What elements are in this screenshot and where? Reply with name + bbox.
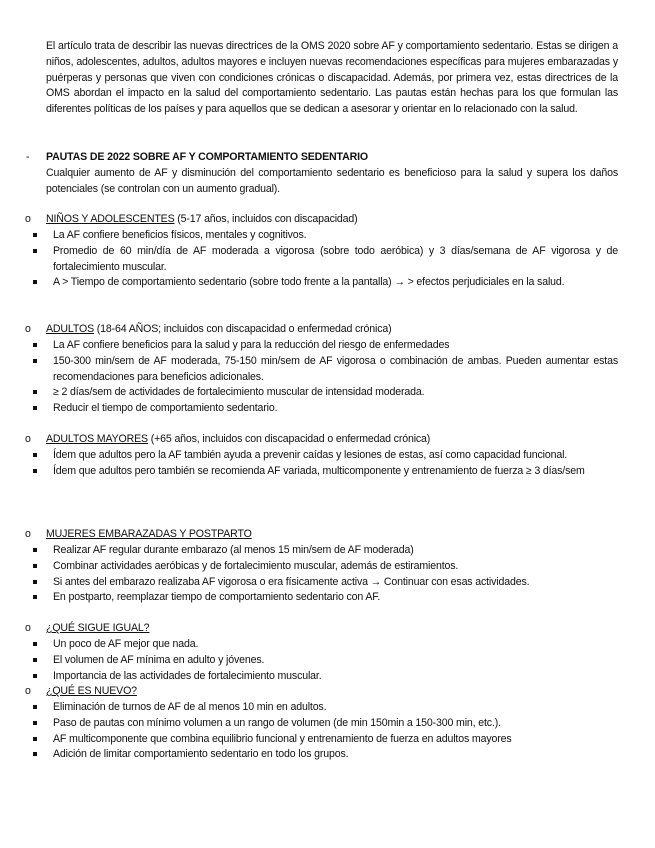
list-item: Realizar AF regular durante embarazo (al menos 15 min/sem de AF moderada)	[0, 543, 655, 559]
section-list	[0, 637, 655, 684]
section-title: ADULTOS MAYORES	[46, 433, 148, 445]
list-item: AF multicomponente que combina equilibrio funcional y entrenamiento de fuerza en adultos mayores	[0, 732, 655, 748]
section-title: MUJERES EMBARAZADAS Y POSTPARTO	[46, 528, 252, 540]
square-bullet-icon	[33, 580, 37, 584]
list-item: La AF confiere beneficios físicos, mentales y cognitivos.	[0, 228, 655, 244]
square-bullet-icon	[33, 390, 37, 394]
square-bullet-icon	[33, 469, 37, 473]
pautas-heading: PAUTAS DE 2022 SOBRE AF Y COMPORTAMIENTO SEDENTARIO	[46, 151, 368, 163]
list-item: 150-300 min/sem de AF moderada, 75-150 min/sem de AF vigorosa o combinación de ambas. Pueden aumentar estas recomendaciones para beneficios adicionales.	[0, 354, 655, 386]
section-heading	[0, 621, 655, 637]
section-list	[0, 543, 655, 606]
square-bullet-icon	[33, 233, 37, 237]
section-title: NIÑOS Y ADOLESCENTES	[46, 213, 175, 225]
section-list	[0, 228, 655, 291]
circle-bullet-icon: o	[25, 622, 31, 634]
circle-bullet-icon: o	[25, 528, 31, 540]
square-bullet-icon	[33, 249, 37, 253]
square-bullet-icon	[33, 674, 37, 678]
square-bullet-icon	[33, 453, 37, 457]
section-heading	[0, 432, 655, 448]
square-bullet-icon	[33, 406, 37, 410]
section-heading	[0, 527, 655, 543]
circle-bullet-icon: o	[25, 685, 31, 697]
section-ninos	[0, 212, 655, 291]
list-item: Eliminación de turnos de AF de al menos 10 min en adultos.	[0, 700, 655, 716]
section-heading	[0, 684, 655, 700]
circle-bullet-icon: o	[25, 213, 31, 225]
square-bullet-icon	[33, 658, 37, 662]
section-subtitle: (5-17 años, incluidos con discapacidad)	[174, 213, 358, 225]
square-bullet-icon	[33, 737, 37, 741]
list-item: Un poco de AF mejor que nada.	[0, 637, 655, 653]
circle-bullet-icon: o	[25, 433, 31, 445]
section-heading	[0, 322, 655, 338]
section-list	[0, 700, 655, 763]
section-es-nuevo	[0, 684, 655, 763]
section-title: ¿QUÉ ES NUEVO?	[46, 685, 137, 697]
list-item: Combinar actividades aeróbicas y de fortalecimiento muscular, además de estiramientos.	[0, 559, 655, 575]
square-bullet-icon	[33, 564, 37, 568]
section-adultos	[0, 322, 655, 417]
dash-marker: -	[26, 151, 30, 163]
square-bullet-icon	[33, 642, 37, 646]
section-embarazadas	[0, 527, 655, 606]
list-item: El volumen de AF mínima en adulto y jóvenes.	[0, 653, 655, 669]
square-bullet-icon	[33, 705, 37, 709]
section-list	[0, 448, 655, 480]
list-item: En postparto, reemplazar tiempo de comportamiento sedentario con AF.	[0, 590, 655, 606]
square-bullet-icon	[33, 359, 37, 363]
square-bullet-icon	[33, 595, 37, 599]
list-item: Promedio de 60 min/día de AF moderada a vigorosa (sobre todo aeróbica) y 3 días/semana de AF vigorosa y de fortalecimiento muscular.	[0, 244, 655, 276]
square-bullet-icon	[33, 280, 37, 284]
list-item: Paso de pautas con mínimo volumen a un rango de volumen (de min 150min a 150-300 min, etc.).	[0, 716, 655, 732]
section-adultos-mayores	[0, 432, 655, 480]
square-bullet-icon	[33, 721, 37, 725]
square-bullet-icon	[33, 752, 37, 756]
section-subtitle: (+65 años, incluidos con discapacidad o enfermedad crónica)	[147, 433, 431, 445]
circle-bullet-icon: o	[25, 323, 31, 335]
section-sigue-igual	[0, 621, 655, 684]
section-title: ADULTOS	[46, 323, 95, 335]
intro-paragraph: El artículo trata de describir las nuevas directrices de la OMS 2020 sobre AF y comportamiento sedentario. Estas se dirigen a niños, adolescentes, adultos, adultos mayores e incluyen nuevas recomendaciones específicas para mujeres embarazadas y puérperas y personas que viven con condiciones crónicas o discapacidad. Además, por primera vez, estas directrices de la OMS abordan el impacto en la salud del comportamiento sedentario. Las pautas están hechas para los que formulan las diferentes políticas de los países y para aquellos que se dedican a asesorar y orientar en lo relacionado con la salud.	[46, 40, 618, 116]
list-item: Reducir el tiempo de comportamiento sedentario.	[0, 401, 655, 417]
list-item: ≥ 2 días/sem de actividades de fortalecimiento muscular de intensidad moderada.	[0, 385, 655, 401]
section-list	[0, 338, 655, 417]
list-item: Importancia de las actividades de fortalecimiento muscular.	[0, 669, 655, 685]
section-title: ¿QUÉ SIGUE IGUAL?	[46, 622, 150, 634]
pautas-paragraph: Cualquier aumento de AF y disminución del comportamiento sedentario es beneficioso para la salud y supera los daños potenciales (se controlan con un aumento gradual).	[46, 167, 618, 195]
square-bullet-icon	[33, 343, 37, 347]
section-heading	[0, 212, 655, 228]
section-subtitle: (18-64 AÑOS; incluidos con discapacidad o enfermedad crónica)	[94, 323, 392, 335]
list-item: Si antes del embarazo realizaba AF vigorosa o era físicamente activa → Continuar con esas actividades.	[0, 575, 655, 591]
list-item: Adición de limitar comportamiento sedentario en todo los grupos.	[0, 747, 655, 763]
list-item: A > Tiempo de comportamiento sedentario (sobre todo frente a la pantalla) → > efectos perjudiciales en la salud.	[0, 275, 655, 291]
list-item: Ídem que adultos pero la AF también ayuda a prevenir caídas y lesiones de estas, así como capacidad funcional.	[0, 448, 655, 464]
list-item: Ídem que adultos pero también se recomienda AF variada, multicomponente y entrenamiento de fuerza ≥ 3 días/sem	[0, 464, 655, 480]
square-bullet-icon	[33, 548, 37, 552]
list-item: La AF confiere beneficios para la salud y para la reducción del riesgo de enfermedades	[0, 338, 655, 354]
